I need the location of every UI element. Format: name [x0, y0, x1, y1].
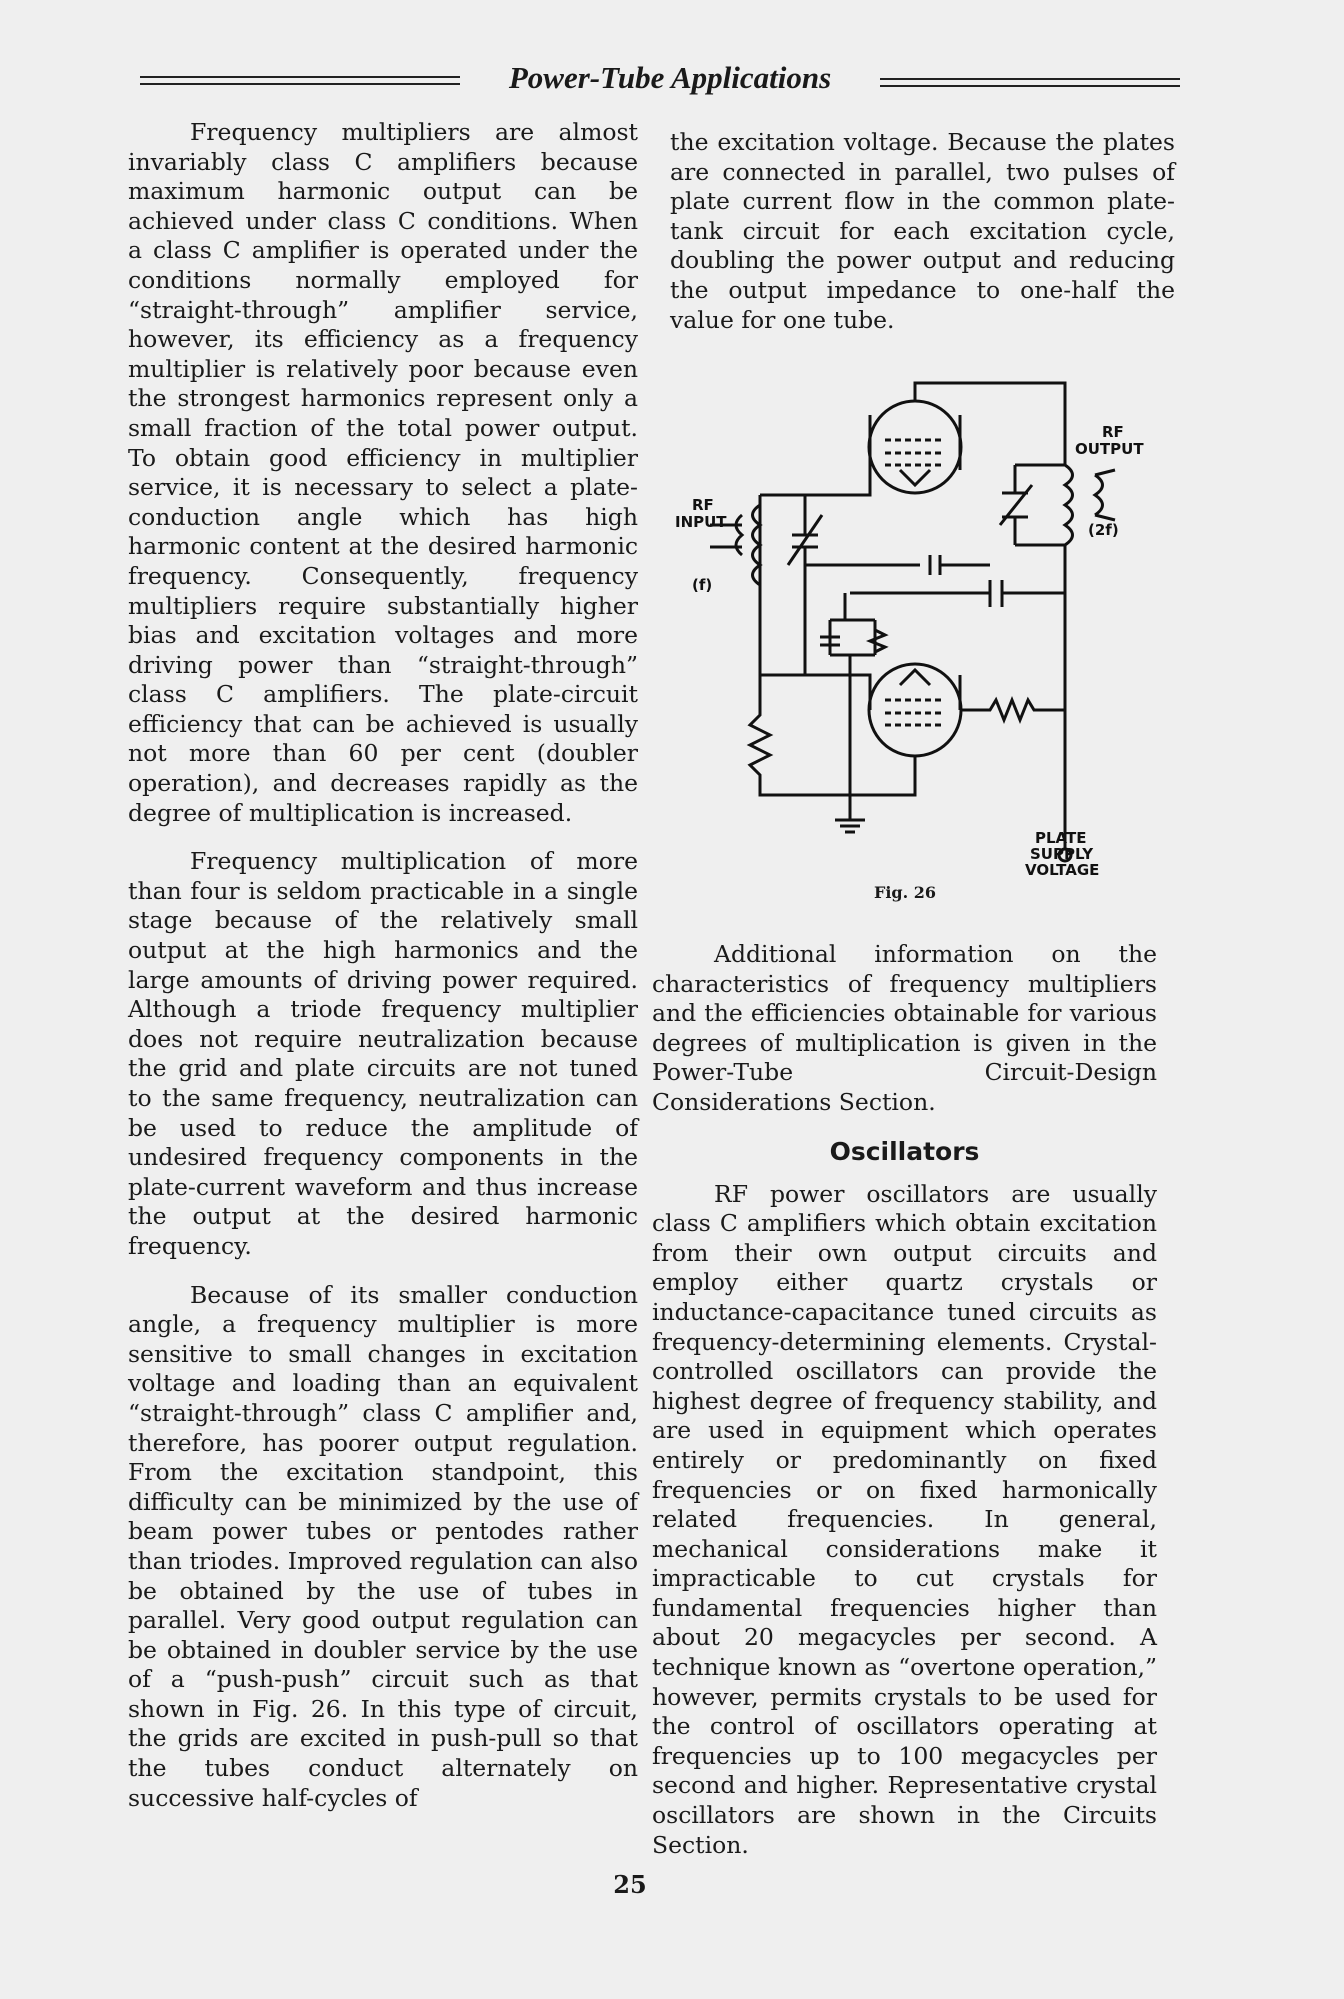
label-plate-1: PLATE [1035, 829, 1087, 847]
header-rule-left [140, 76, 460, 78]
running-header [140, 58, 1180, 108]
label-plate-3: VOLTAGE [1025, 861, 1100, 875]
header-rule-right-2 [880, 85, 1180, 87]
label-2f: (2f) [1088, 521, 1119, 539]
section-heading-oscillators: Oscillators [829, 1136, 980, 1166]
label-rf-output-1: RF [1102, 423, 1124, 441]
header-title: Power-Tube Applications [460, 60, 880, 96]
label-rf-input-1: RF [692, 496, 714, 514]
ground-symbol [835, 795, 865, 832]
figure-caption: Fig. 26 [873, 883, 937, 902]
bias-resistor [750, 675, 915, 795]
paragraph: Additional information on the characteristics of frequency multipliers and the efficiencies obtainable for various degrees of multiplication is given in the Power-Tube Circuit-Design Considerations Section. [652, 940, 1157, 1116]
header-rule-left-2 [140, 83, 460, 85]
label-f: (f) [692, 576, 713, 594]
paragraph: Frequency multiplication of more than four is seldom practicable in a single stage because of the relatively small output at the high harmonics and the large amounts of driving power required. Although a triode frequency multiplier does not require neutralization because the grid and plate circuits are not tuned to the same frequency, neutralization can be used to reduce the amplitude of undesired frequency components in the plate-current waveform and thus increase the output at the desired harmonic frequency. [128, 847, 638, 1260]
right-column-bottom [652, 940, 1157, 1879]
header-rule-right [880, 78, 1180, 80]
paragraph: Because of its smaller conduction angle, a frequency multiplier is more sensitive to small changes in excitation voltage and loading than an equivalent “straight-through” class C amplifier and, therefore, has poorer output regulation. From the excitation standpoint, this difficulty can be minimized by the use of beam power tubes or pentodes rather than triodes. Improved regulation can also be obtained by the use of tubes in parallel. Very good output regulation can be obtained in doubler service by the use of a “push-push” circuit such as that shown in Fig. 26. In this type of circuit, the grids are excited in push-pull so that the tubes conduct alternately on successive half-cycles of [128, 1280, 638, 1812]
paragraph: the excitation voltage. Because the plates are connected in parallel, two pulses of plate current flow in the common plate-tank circuit for each excitation cycle, doubling the power output and reducing the output impedance to one-half the value for one tube. [670, 128, 1175, 334]
figure-push-push-circuit [670, 375, 1170, 902]
label-rf-output-2: OUTPUT [1075, 440, 1144, 458]
page-number: 25 [613, 1870, 647, 1899]
left-column [128, 118, 638, 1832]
upper-tube-envelope [869, 401, 961, 493]
label-rf-input-2: INPUT [675, 513, 727, 531]
circuit-diagram [670, 375, 1170, 875]
label-plate-2: SUPPLY [1030, 845, 1094, 863]
right-column-top [670, 128, 1175, 354]
lower-tube-envelope [869, 664, 961, 756]
plate-tank-coil [1065, 465, 1073, 545]
paragraph: Frequency multipliers are almost invariably class C amplifiers because maximum harmonic output can be achieved under class C conditions. When a class C amplifier is operated under the conditions normally employed for “straight-through” amplifier service, however, its efficiency as a frequency multiplier is relatively poor because even the strongest harmonics represent only a small fraction of the total power output. To obtain good efficiency in multiplier service, it is necessary to select a plate-conduction angle which has high harmonic content at the desired harmonic frequency. Consequently, frequency multipliers require substantially higher bias and excitation voltages and more driving power than “straight-through” class C amplifiers. The plate-circuit efficiency that can be achieved is usually not more than 60 per cent (doubler operation), and decreases rapidly as the degree of multiplication is increased. [128, 118, 638, 827]
paragraph: RF power oscillators are usually class C amplifiers which obtain excitation from their own output circuits and employ either quartz crystals or inductance-capacitance tuned circuits as frequency-determining elements. Crystal-controlled oscillators can provide the highest degree of frequency stability, and are used in equipment which operates entirely or predominantly on fixed frequencies or on fixed harmonically related frequencies. In general, mechanical considerations make it impracticable to cut crystals for fundamental frequencies higher than about 20 megacycles per second. A technique known as “overtone operation,” however, permits crystals to be used for the control of oscillators operating at frequencies up to 100 megacycles per second and higher. Representative crystal oscillators are shown in the Circuits Section. [652, 1179, 1157, 1859]
